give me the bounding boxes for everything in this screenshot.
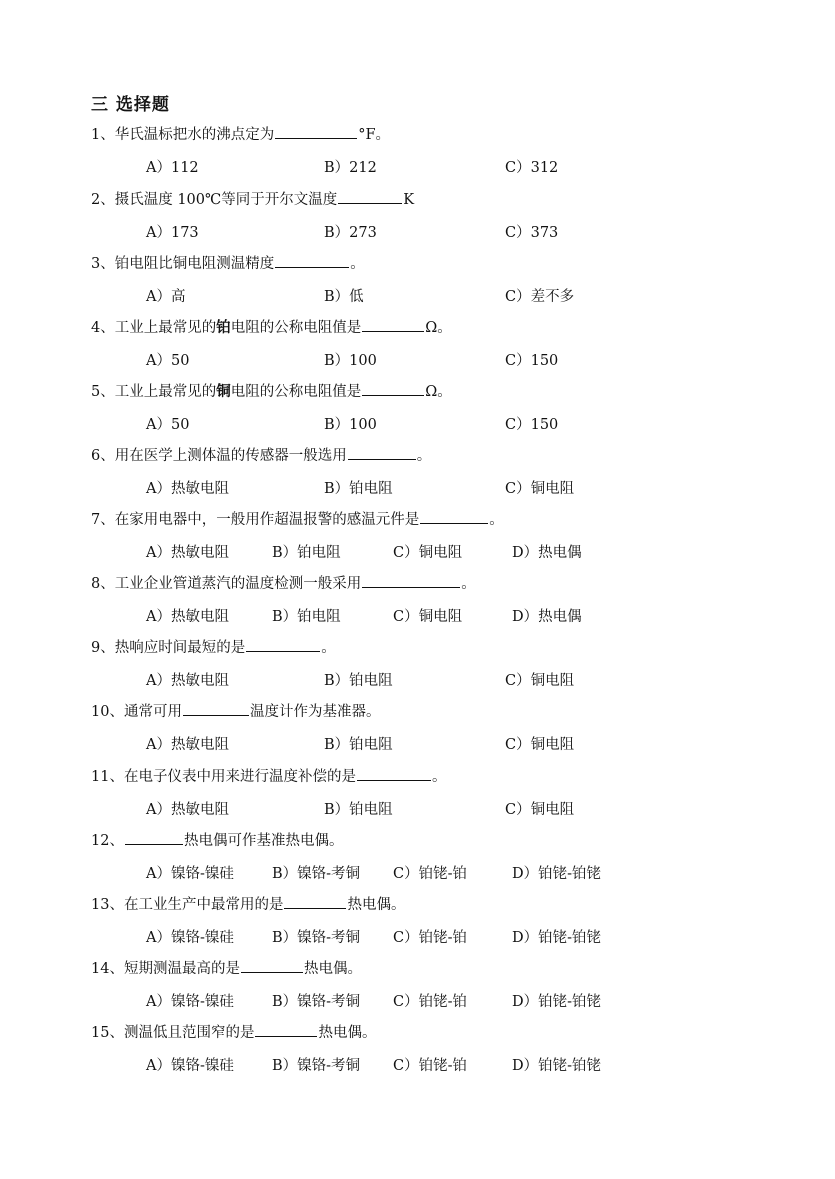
option-b[interactable]: B）镍铬-考铜 (272, 930, 361, 946)
question-suffix: 。 (431, 769, 447, 785)
answer-blank[interactable] (255, 1022, 317, 1037)
question-suffix: °F。 (358, 127, 391, 143)
answer-blank[interactable] (362, 573, 460, 588)
option-c[interactable]: C）差不多 (505, 289, 575, 305)
question-text: 3、铂电阻比铜电阻测温精度 (91, 256, 275, 272)
option-c[interactable]: C）铜电阻 (505, 802, 575, 818)
answer-blank[interactable] (284, 894, 346, 909)
question-1 (91, 123, 390, 144)
option-a[interactable]: A）镍铬-镍硅 (146, 930, 234, 946)
question-text: 4、工业上最常见的 (91, 320, 217, 336)
option-c[interactable]: C）150 (505, 353, 559, 369)
question-4 (91, 316, 452, 337)
answer-blank[interactable] (362, 381, 424, 396)
question-suffix: 热电偶。 (303, 961, 362, 977)
option-d[interactable]: D）铂铑-铂铑 (512, 994, 602, 1010)
option-b[interactable]: B）铂电阻 (272, 609, 341, 625)
option-b[interactable]: B）镍铬-考铜 (272, 1058, 361, 1074)
answer-blank[interactable] (362, 317, 424, 332)
option-c[interactable]: C）312 (505, 160, 559, 176)
answer-blank[interactable] (338, 189, 402, 204)
option-c[interactable]: C）铂铑-铂 (393, 866, 467, 882)
question-5 (91, 380, 452, 401)
option-a[interactable]: A）热敏电阻 (146, 481, 229, 497)
option-b[interactable]: B）镍铬-考铜 (272, 994, 361, 1010)
option-b[interactable]: B）212 (324, 160, 377, 176)
answer-blank[interactable] (241, 958, 303, 973)
option-b[interactable]: B）100 (324, 353, 377, 369)
option-b[interactable]: B）273 (324, 225, 377, 241)
question-suffix: 。 (489, 512, 504, 528)
question-suffix: 温度计作为基准器。 (249, 704, 381, 720)
option-a[interactable]: A）173 (146, 225, 199, 241)
section-title: 三 选择题 (91, 95, 170, 115)
question-suffix: 。 (416, 448, 432, 464)
question-suffix: 热电偶。 (347, 897, 406, 913)
option-b[interactable]: B）铂电阻 (324, 737, 393, 753)
option-d[interactable]: D）热电偶 (512, 609, 582, 625)
question-text: 7、在家用电器中，一般用作超温报警的感温元件是 (91, 512, 420, 528)
option-b[interactable]: B）镍铬-考铜 (272, 866, 361, 882)
option-a[interactable]: A）高 (146, 289, 186, 305)
option-a[interactable]: A）热敏电阻 (146, 545, 229, 561)
option-d[interactable]: D）热电偶 (512, 545, 582, 561)
answer-blank[interactable] (125, 830, 183, 845)
question-8 (91, 572, 476, 593)
option-c[interactable]: C）铜电阻 (505, 481, 575, 497)
emphasis-text: 铂 (216, 319, 231, 336)
option-c[interactable]: C）150 (505, 417, 559, 433)
question-text: 11、在电子仪表中用来进行温度补偿的是 (91, 769, 356, 785)
option-a[interactable]: A）热敏电阻 (146, 673, 229, 689)
question-text: 10、通常可用 (91, 704, 182, 720)
option-a[interactable]: A）镍铬-镍硅 (146, 994, 234, 1010)
question-3 (91, 252, 365, 273)
answer-blank[interactable] (246, 637, 320, 652)
question-text: 12、 (91, 833, 124, 849)
question-suffix: 热电偶可作基准热电偶。 (183, 833, 344, 849)
option-b[interactable]: B）低 (324, 289, 364, 305)
question-15 (91, 1021, 376, 1042)
option-c[interactable]: C）铜电阻 (393, 545, 463, 561)
question-11 (91, 765, 446, 786)
question-text: 电阻的公称电阻值是 (230, 384, 362, 400)
question-9 (91, 636, 336, 657)
question-text: 15、测温低且范围窄的是 (91, 1025, 255, 1041)
question-suffix: 。 (461, 576, 476, 592)
option-a[interactable]: A）50 (146, 353, 190, 369)
question-13 (91, 893, 405, 914)
option-c[interactable]: C）373 (505, 225, 559, 241)
question-10 (91, 700, 380, 721)
option-c[interactable]: C）铜电阻 (505, 673, 575, 689)
emphasis-text: 铜 (216, 383, 231, 400)
option-b[interactable]: B）100 (324, 417, 377, 433)
answer-blank[interactable] (420, 509, 488, 524)
question-text: 电阻的公称电阻值是 (230, 320, 362, 336)
option-c[interactable]: C）铜电阻 (505, 737, 575, 753)
answer-blank[interactable] (357, 766, 431, 781)
option-a[interactable]: A）50 (146, 417, 190, 433)
question-text: 6、用在医学上测体温的传感器一般选用 (91, 448, 347, 464)
question-suffix: K (403, 192, 415, 208)
question-suffix: Ω。 (425, 320, 452, 336)
option-a[interactable]: A）镍铬-镍硅 (146, 866, 234, 882)
answer-blank[interactable] (183, 701, 249, 716)
option-d[interactable]: D）铂铑-铂铑 (512, 930, 602, 946)
option-c[interactable]: C）铂铑-铂 (393, 930, 467, 946)
question-suffix: 。 (321, 640, 336, 656)
question-text: 5、工业上最常见的 (91, 384, 217, 400)
option-b[interactable]: B）铂电阻 (324, 481, 393, 497)
option-c[interactable]: C）铜电阻 (393, 609, 463, 625)
question-suffix: 。 (350, 256, 365, 272)
question-text: 14、短期测温最高的是 (91, 961, 240, 977)
option-b[interactable]: B）铂电阻 (272, 545, 341, 561)
option-a[interactable]: A）112 (146, 160, 199, 176)
option-c[interactable]: C）铂铑-铂 (393, 1058, 467, 1074)
question-7 (91, 508, 504, 529)
question-text: 13、在工业生产中最常用的是 (91, 897, 284, 913)
option-c[interactable]: C）铂铑-铂 (393, 994, 467, 1010)
question-suffix: Ω。 (425, 384, 452, 400)
question-text: 1、华氏温标把水的沸点定为 (91, 127, 275, 143)
question-6 (91, 444, 431, 465)
answer-blank[interactable] (348, 445, 416, 460)
question-text: 2、摄氏温度 100℃等同于开尔文温度 (91, 192, 338, 208)
question-14 (91, 957, 362, 978)
option-a[interactable]: A）镍铬-镍硅 (146, 1058, 234, 1074)
option-b[interactable]: B）铂电阻 (324, 802, 393, 818)
answer-blank[interactable] (275, 124, 357, 139)
option-a[interactable]: A）热敏电阻 (146, 802, 229, 818)
option-a[interactable]: A）热敏电阻 (146, 737, 229, 753)
question-suffix: 热电偶。 (318, 1025, 377, 1041)
option-a[interactable]: A）热敏电阻 (146, 609, 229, 625)
question-text: 9、热响应时间最短的是 (91, 640, 246, 656)
answer-blank[interactable] (275, 253, 349, 268)
question-text: 8、工业企业管道蒸汽的温度检测一般采用 (91, 576, 362, 592)
question-2 (91, 188, 414, 209)
option-d[interactable]: D）铂铑-铂铑 (512, 1058, 602, 1074)
option-b[interactable]: B）铂电阻 (324, 673, 393, 689)
option-d[interactable]: D）铂铑-铂铑 (512, 866, 602, 882)
question-12 (91, 829, 343, 850)
